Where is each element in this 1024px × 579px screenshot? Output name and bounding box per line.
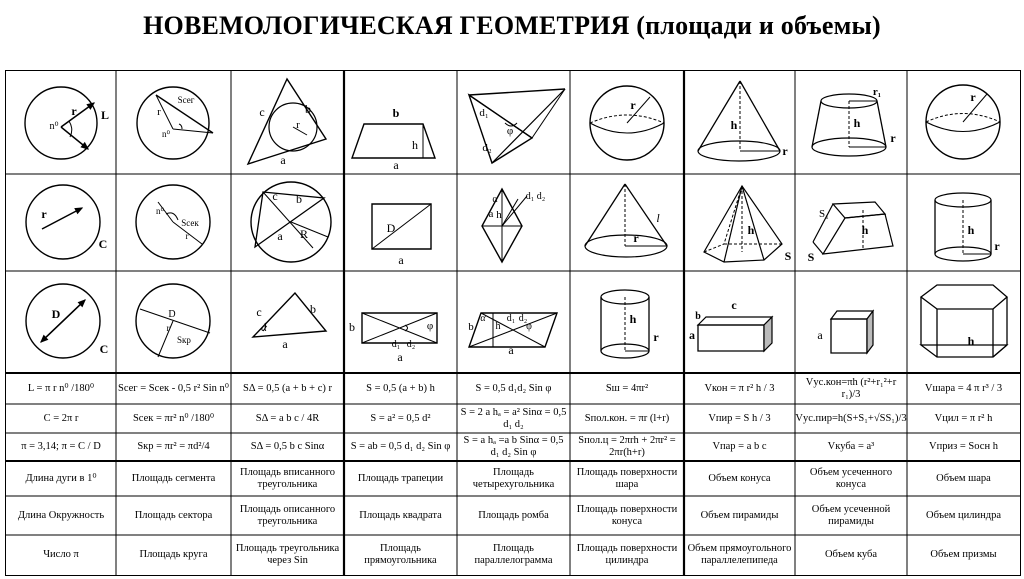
figure-label: c — [272, 189, 278, 203]
figure-label: r — [157, 106, 161, 118]
figure-label: a — [282, 337, 288, 351]
figure-label: R — [299, 227, 309, 241]
circle-diameter-figure — [26, 284, 108, 358]
circle-segment-figure — [137, 87, 213, 159]
figure-label: d₁ — [479, 107, 489, 119]
figure-label: Sсег — [177, 95, 195, 105]
figure-label: α — [492, 194, 498, 205]
figure-label: h — [747, 223, 755, 237]
formula-cell: SΔ = 0,5 b c Sinα — [250, 441, 325, 452]
formula-cell: Vцил = π r² h — [934, 412, 993, 424]
prism-figure — [921, 285, 1007, 357]
formula-cell: L = π r n⁰ /180⁰ — [27, 382, 95, 394]
formula-cell: S = 0,5 (a + b) h — [366, 382, 435, 394]
inscribed-circle-triangle-figure — [248, 79, 326, 167]
formula-name-cell: Площадь сегмента — [131, 472, 216, 484]
formula-cell: Vпар = a b c — [712, 441, 767, 452]
figure-label: L — [100, 108, 110, 122]
formula-name-cell: Площадь параллелограмма — [474, 543, 553, 566]
formula-cell: SΔ = 0,5 (a + b + c) r — [243, 382, 332, 394]
figure-label: r — [630, 98, 636, 112]
formula-cell: Vкуба = a³ — [827, 441, 875, 452]
page-title: НОВЕМОЛОГИЧЕСКАЯ ГЕОМЕТРИЯ (площади и объемы) — [143, 11, 881, 40]
figure-label: S₁ — [819, 208, 829, 220]
figure-label: a — [817, 328, 823, 342]
figure-label: φ — [426, 320, 434, 332]
figure-label: α — [480, 313, 486, 324]
figure-label: α — [261, 322, 267, 334]
formula-cell: S = 2 a hₐ = a² Sinα = 0,5 d₁ d₂ — [460, 406, 567, 430]
square-figure — [372, 204, 431, 267]
figure-label: a — [398, 253, 404, 267]
figure-label: a — [393, 158, 399, 172]
figure-label: r — [296, 119, 300, 131]
figure-label: h — [730, 118, 738, 132]
formula-cell: C = 2π r — [43, 412, 79, 424]
formula-cell: Vус.кон=πh (r²+r₁²+r r₁)/3 — [805, 376, 897, 400]
figure-label: S — [807, 250, 815, 264]
formula-cell: SΔ = a b c / 4R — [255, 412, 320, 424]
figure-label: D — [386, 221, 396, 235]
formula-cell: Vприз = Sосн h — [929, 441, 998, 452]
figure-label: d₁ — [525, 191, 535, 202]
formula-name-cell: Площадь поверхности конуса — [576, 503, 678, 527]
figure-label: a — [280, 153, 286, 167]
figure-label: c — [731, 298, 737, 312]
circle-area-figure — [136, 284, 210, 358]
figure-label: b — [468, 321, 474, 333]
figure-label: a — [689, 328, 695, 342]
figure-label: r — [890, 131, 896, 145]
formula-name-cell: Число π — [43, 549, 79, 560]
figure-label: b — [349, 320, 355, 334]
rectangle-figure — [349, 313, 437, 364]
formula-cell: Sш = 4πr² — [605, 382, 649, 394]
cylinder-surface-figure — [601, 290, 659, 358]
formula-cell: π = 3,14; π = C / D — [21, 441, 101, 452]
formula-name-cell: Площадь четырехугольника — [472, 466, 555, 490]
parallelogram-figure — [468, 313, 557, 357]
formula-name-cell: Площадь прямоугольника — [364, 543, 437, 566]
figure-label: b — [310, 302, 316, 316]
figure-label: r — [994, 239, 1000, 253]
formula-name-cell: Объем конуса — [708, 472, 771, 484]
formula-name-cell: Площадь описанного треугольника — [239, 503, 336, 527]
figure-label: Sкр — [177, 335, 191, 345]
figure-label: h — [861, 223, 869, 237]
figure-label: a — [508, 343, 514, 357]
figure-label: d₂ — [518, 313, 528, 324]
trapezoid-figure — [352, 106, 435, 172]
formula-name-cell: Площадь поверхности шара — [576, 466, 678, 490]
formula-name-cell: Объем шара — [936, 472, 991, 484]
formula-name-cell: Объем цилиндра — [926, 509, 1001, 521]
figure-label: r₁ — [872, 86, 882, 98]
formula-cell: Vпир = S h / 3 — [708, 412, 771, 424]
figure-label: a — [488, 208, 494, 220]
triangle-sin-figure — [253, 293, 326, 351]
cone-figure — [698, 81, 788, 161]
figure-label: d₂ — [406, 339, 416, 350]
figure-label: b — [392, 106, 400, 120]
formula-name-cell: Площадь круга — [139, 549, 208, 560]
formula-cell: Vус.пир=h(S+S₁+√SS₁)/3 — [795, 412, 907, 424]
formula-table — [5, 70, 1021, 576]
formula-cell: Sпол.ц = 2πrh + 2πr² = 2πr(h+r) — [578, 435, 676, 458]
formula-name-cell: Объем призмы — [930, 549, 997, 560]
formula-name-cell: Объем пирамиды — [700, 509, 779, 521]
formula-name-cell: Площадь ромба — [478, 509, 549, 521]
sphere-volume-figure — [926, 85, 1000, 159]
formula-cell: Vкон = π r² h / 3 — [704, 382, 775, 394]
cube-figure — [817, 311, 873, 353]
figure-label: d₁ — [391, 339, 401, 350]
formula-cell: Sпол.кон. = πr (l+r) — [584, 412, 670, 424]
figure-label: D — [51, 307, 61, 321]
circumscribed-circle-triangle-figure — [251, 182, 331, 262]
figure-label: D — [168, 309, 176, 320]
formula-cell: S = ab = 0,5 d₁ d₂ Sin φ — [350, 441, 451, 452]
formula-name-cell: Площадь вписанного треугольника — [239, 466, 335, 490]
formula-name-cell: Длина дуги в 1⁰ — [25, 472, 97, 484]
figure-label: h — [629, 312, 637, 326]
formula-cell: Sсек = πr² n⁰ /180⁰ — [132, 412, 215, 424]
figure-label: c — [259, 105, 265, 119]
pyramid-figure — [704, 186, 792, 263]
formula-cell: Sсег = Sсек - 0,5 r² Sin n⁰ — [118, 382, 230, 394]
figure-label: l — [656, 211, 660, 225]
formula-cell: Vшара = 4 π r³ / 3 — [924, 382, 1003, 394]
formula-name-cell: Площадь поверхности цилиндра — [576, 543, 678, 566]
figure-label: n⁰ — [161, 129, 171, 139]
figure-label: b — [695, 311, 701, 322]
figure-label: c — [256, 305, 262, 319]
formula-name-cell: Площадь трапеции — [357, 472, 444, 484]
formula-cell: S = a hₐ =a b Sinα = 0,5 d₁ d₂ Sin φ — [463, 435, 564, 458]
figure-label: r — [185, 231, 189, 241]
formula-name-cell: Площадь сектора — [134, 509, 213, 521]
figure-label: φ — [526, 321, 532, 332]
figure-label: b — [296, 192, 302, 206]
frustum-cone-figure — [812, 86, 896, 156]
figure-label: h — [967, 223, 975, 237]
figure-label: r — [166, 323, 170, 333]
figure-label: Sсек — [181, 218, 199, 228]
formula-name-cell: Объем куба — [824, 549, 878, 560]
figure-label: h — [853, 116, 861, 130]
rhombus-figure — [482, 189, 545, 262]
figure-label: d₂ — [536, 191, 546, 202]
formula-name-cell: Площадь треугольника через Sin — [235, 543, 340, 566]
figure-label: h — [412, 138, 418, 152]
figure-label: d₁ — [506, 313, 516, 324]
formula-name-cell: Объем прямоугольного параллелепипеда — [687, 543, 792, 566]
figure-label: S — [784, 249, 792, 263]
figure-label: h — [495, 321, 501, 332]
circle-arc-figure — [25, 87, 109, 159]
formula-name-cell: Длина Окружность — [17, 509, 105, 521]
figure-label: r — [782, 144, 788, 158]
formula-cell: S = 0,5 d₁d₂ Sin φ — [475, 382, 552, 394]
sphere-figure — [590, 86, 664, 160]
cone-surface-figure — [585, 184, 667, 257]
figure-label: φ — [506, 125, 514, 137]
formula-name-cell: Объем усеченного конуса — [809, 466, 893, 490]
figure-label: r — [653, 330, 659, 344]
cuboid-figure — [689, 298, 772, 351]
figure-label: h — [496, 209, 502, 221]
figure-label: r — [970, 90, 976, 104]
formula-cell: S = a² = 0,5 d² — [370, 412, 431, 424]
figure-label: r — [633, 231, 639, 245]
formula-name-cell: Объем усеченной пирамиды — [811, 503, 891, 527]
figure-label: a — [277, 229, 283, 243]
figure-label: b — [305, 102, 311, 116]
figure-label: C — [98, 237, 108, 251]
figure-label: C — [99, 342, 109, 356]
figure-label: d₂ — [482, 142, 492, 154]
circle-radius-figure — [26, 185, 107, 259]
figure-label: r — [41, 207, 47, 221]
frustum-pyramid-figure — [808, 202, 893, 264]
figure-label: n⁰ — [49, 121, 59, 132]
quadrilateral-figure — [469, 89, 565, 163]
formula-cell: Sкр = πr² = πd²/4 — [137, 441, 210, 452]
cylinder-volume-figure — [935, 193, 1000, 261]
circle-sector-figure — [136, 185, 210, 259]
figure-label: h — [967, 334, 975, 348]
formula-name-cell: Площадь квадрата — [359, 509, 442, 521]
figure-label: r — [71, 104, 77, 118]
figure-label: a — [397, 350, 403, 364]
figure-label: n⁰ — [155, 206, 165, 216]
